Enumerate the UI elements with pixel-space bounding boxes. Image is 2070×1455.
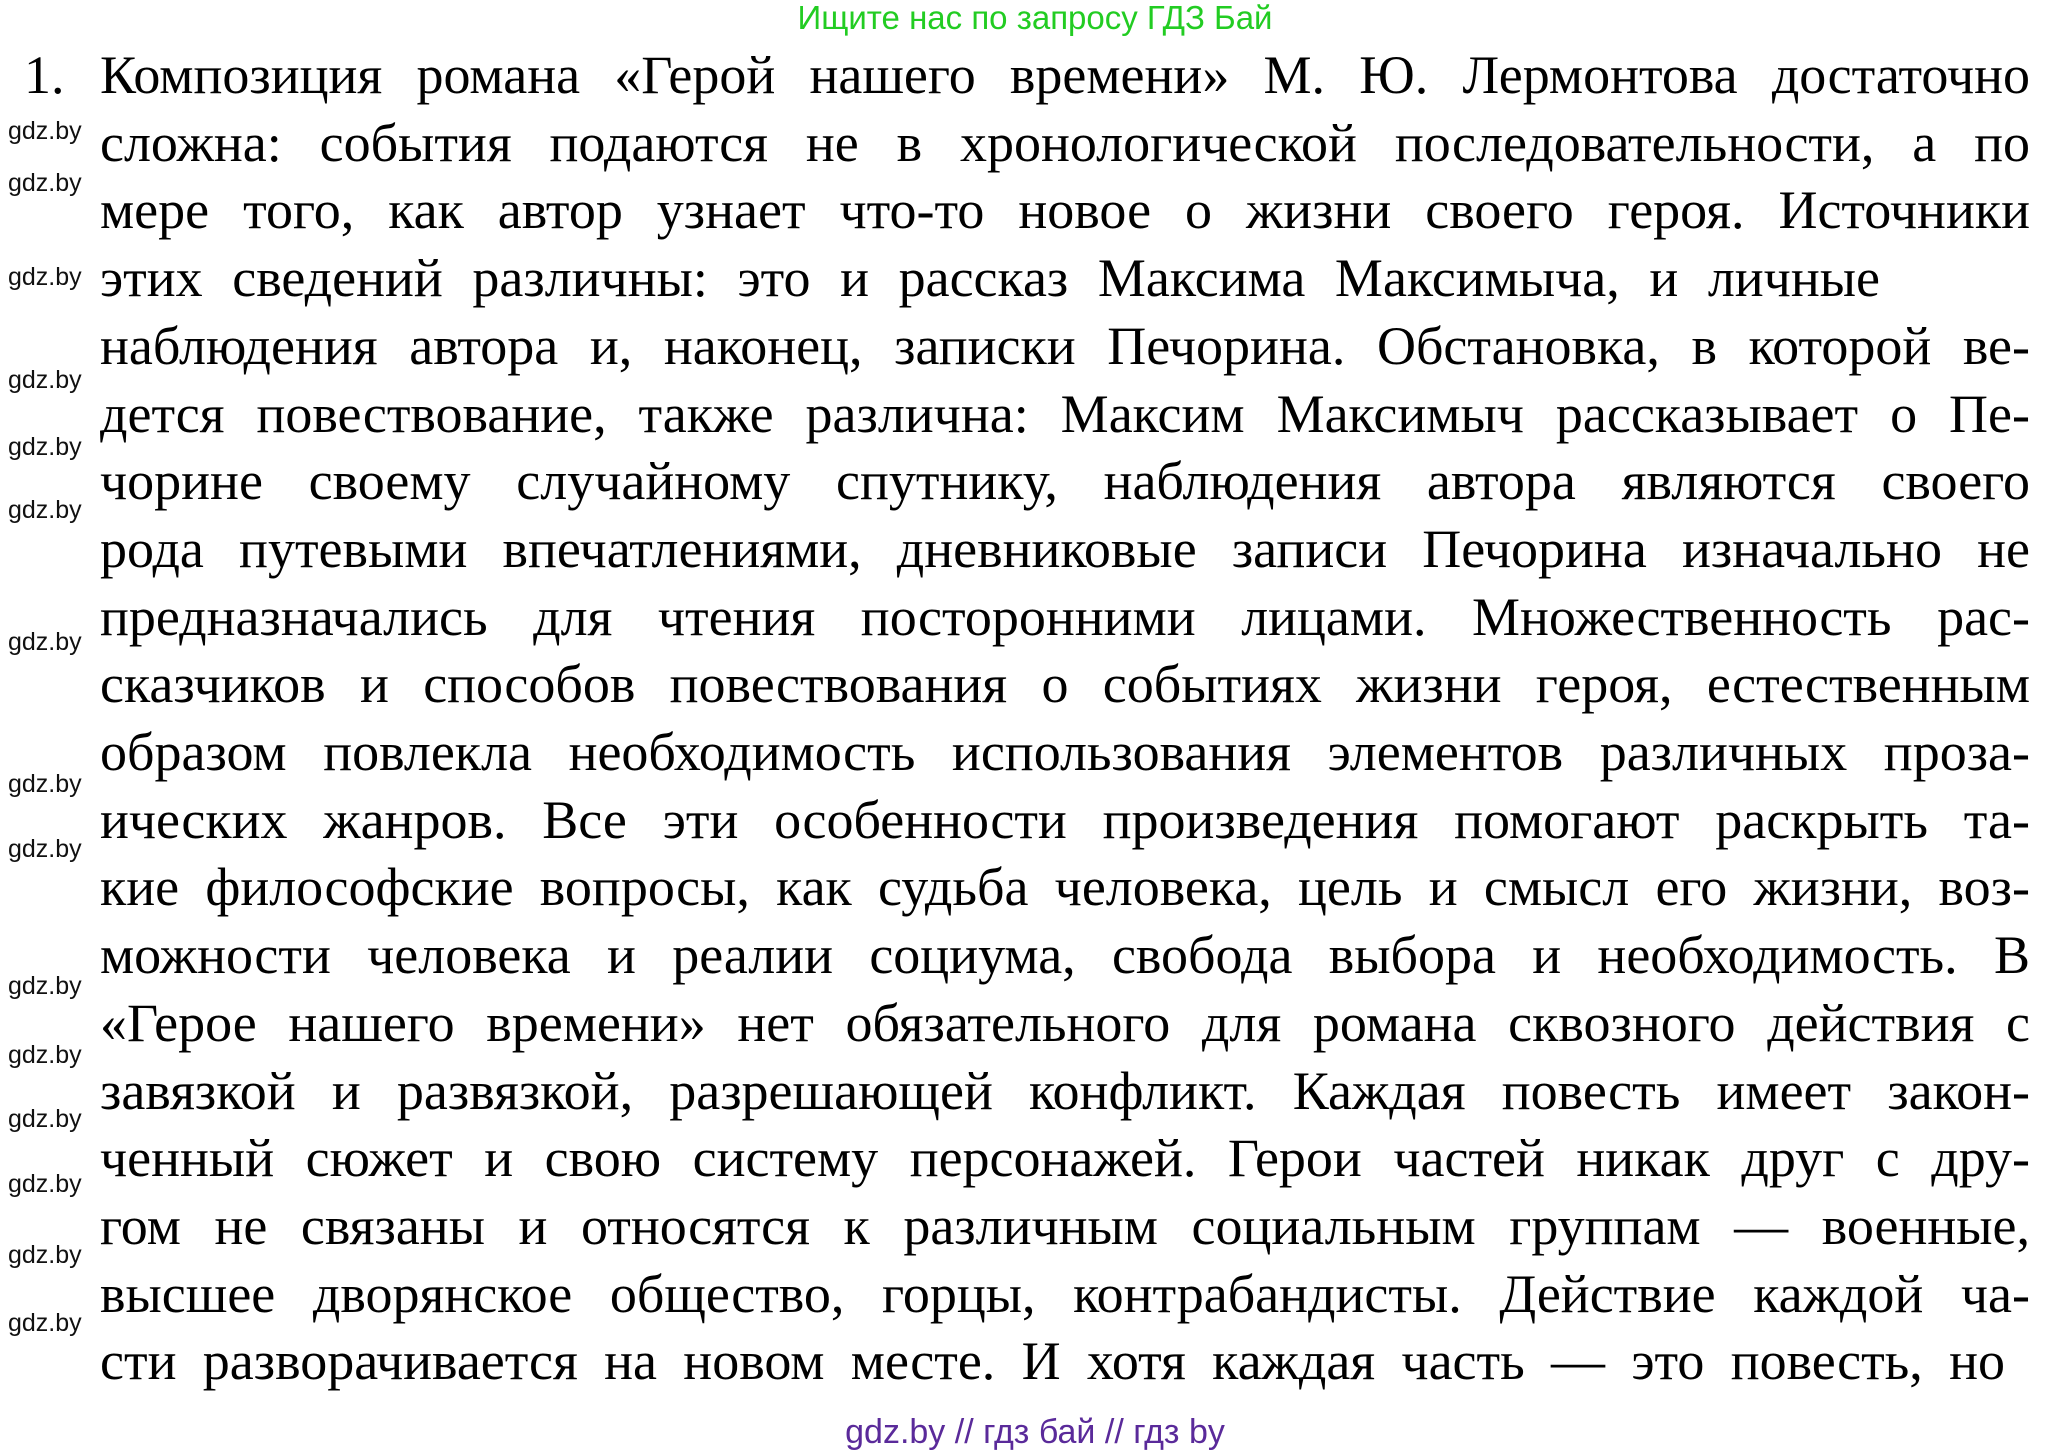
- text-line: чорине своему случайному спутнику, наблюдения автора являются своего: [100, 451, 2030, 512]
- text-line: дется повествование, также различна: Максим Максимыч рассказывает о Пе-: [100, 383, 2030, 444]
- text-line: предназначались для чтения посторонними лицами. Множественность рас-: [100, 586, 2030, 647]
- search-hint-banner: Ищите нас по запросу ГДЗ Бай: [797, 0, 1273, 36]
- text-line: ченный сюжет и свою систему персонажей. Герои частей никак друг с дру-: [100, 1128, 2030, 1189]
- watermark-label: gdz.by: [8, 366, 82, 394]
- text-line: ических жанров. Все эти особенности произведения помогают раскрыть та-: [100, 789, 2030, 850]
- text-line: высшее дворянское общество, горцы, контрабандисты. Действие каждой ча-: [100, 1263, 2030, 1324]
- watermark-label: gdz.by: [8, 117, 82, 145]
- watermark-label: gdz.by: [8, 169, 82, 197]
- text-line: образом повлекла необходимость использования элементов различных проза-: [100, 722, 2030, 782]
- watermark-label: gdz.by: [8, 496, 82, 524]
- watermark-label: gdz.by: [8, 770, 82, 798]
- text-line: сти разворачивается на новом месте. И хотя каждая часть — это повесть, но: [100, 1331, 2005, 1392]
- text-line: сложна: события подаются не в хронологической последовательности, а по: [100, 112, 2030, 173]
- watermark-label: gdz.by: [8, 972, 82, 1000]
- text-line: кие философские вопросы, как судьба человека, цель и смысл его жизни, воз-: [100, 857, 2030, 918]
- text-line: Композиция романа «Герой нашего времени» М. Ю. Лермонтова достаточно: [100, 45, 2030, 105]
- watermark-label: gdz.by: [8, 433, 82, 461]
- watermark-label: gdz.by: [8, 1309, 82, 1337]
- watermark-label: gdz.by: [8, 1041, 82, 1069]
- watermark-label: gdz.by: [8, 628, 82, 656]
- text-line: мере того, как автор узнает что-то новое о жизни своего героя. Источники: [100, 180, 2030, 241]
- text-line: «Герое нашего времени» нет обязательного для романа сквозного действия с: [100, 992, 2030, 1053]
- text-line: гом не связаны и относятся к различным социальным группам — военные,: [100, 1195, 2030, 1256]
- watermark-label: gdz.by: [8, 1105, 82, 1133]
- watermark-label: gdz.by: [8, 1170, 82, 1198]
- text-line: наблюдения автора и, наконец, записки Печорина. Обстановка, в которой ве-: [100, 315, 2030, 376]
- text-line: можности человека и реалии социума, свобода выбора и необходимость. В: [100, 925, 2030, 986]
- watermark-label: gdz.by: [8, 1241, 82, 1269]
- text-line: сказчиков и способов повествования о событиях жизни героя, естественным: [100, 654, 2030, 715]
- item-number: 1.: [24, 45, 65, 105]
- text-line: завязкой и развязкой, разрешающей конфликт. Каждая повесть имеет закон-: [100, 1060, 2030, 1121]
- text-line: этих сведений различны: это и рассказ Максима Максимыча, и личные: [100, 248, 1880, 309]
- watermark-label: gdz.by: [8, 835, 82, 863]
- footer-watermark: gdz.by // гдз бай // гдз by: [845, 1413, 1225, 1451]
- text-line: рода путевыми впечатлениями, дневниковые записи Печорина изначально не: [100, 518, 2030, 579]
- watermark-label: gdz.by: [8, 263, 82, 291]
